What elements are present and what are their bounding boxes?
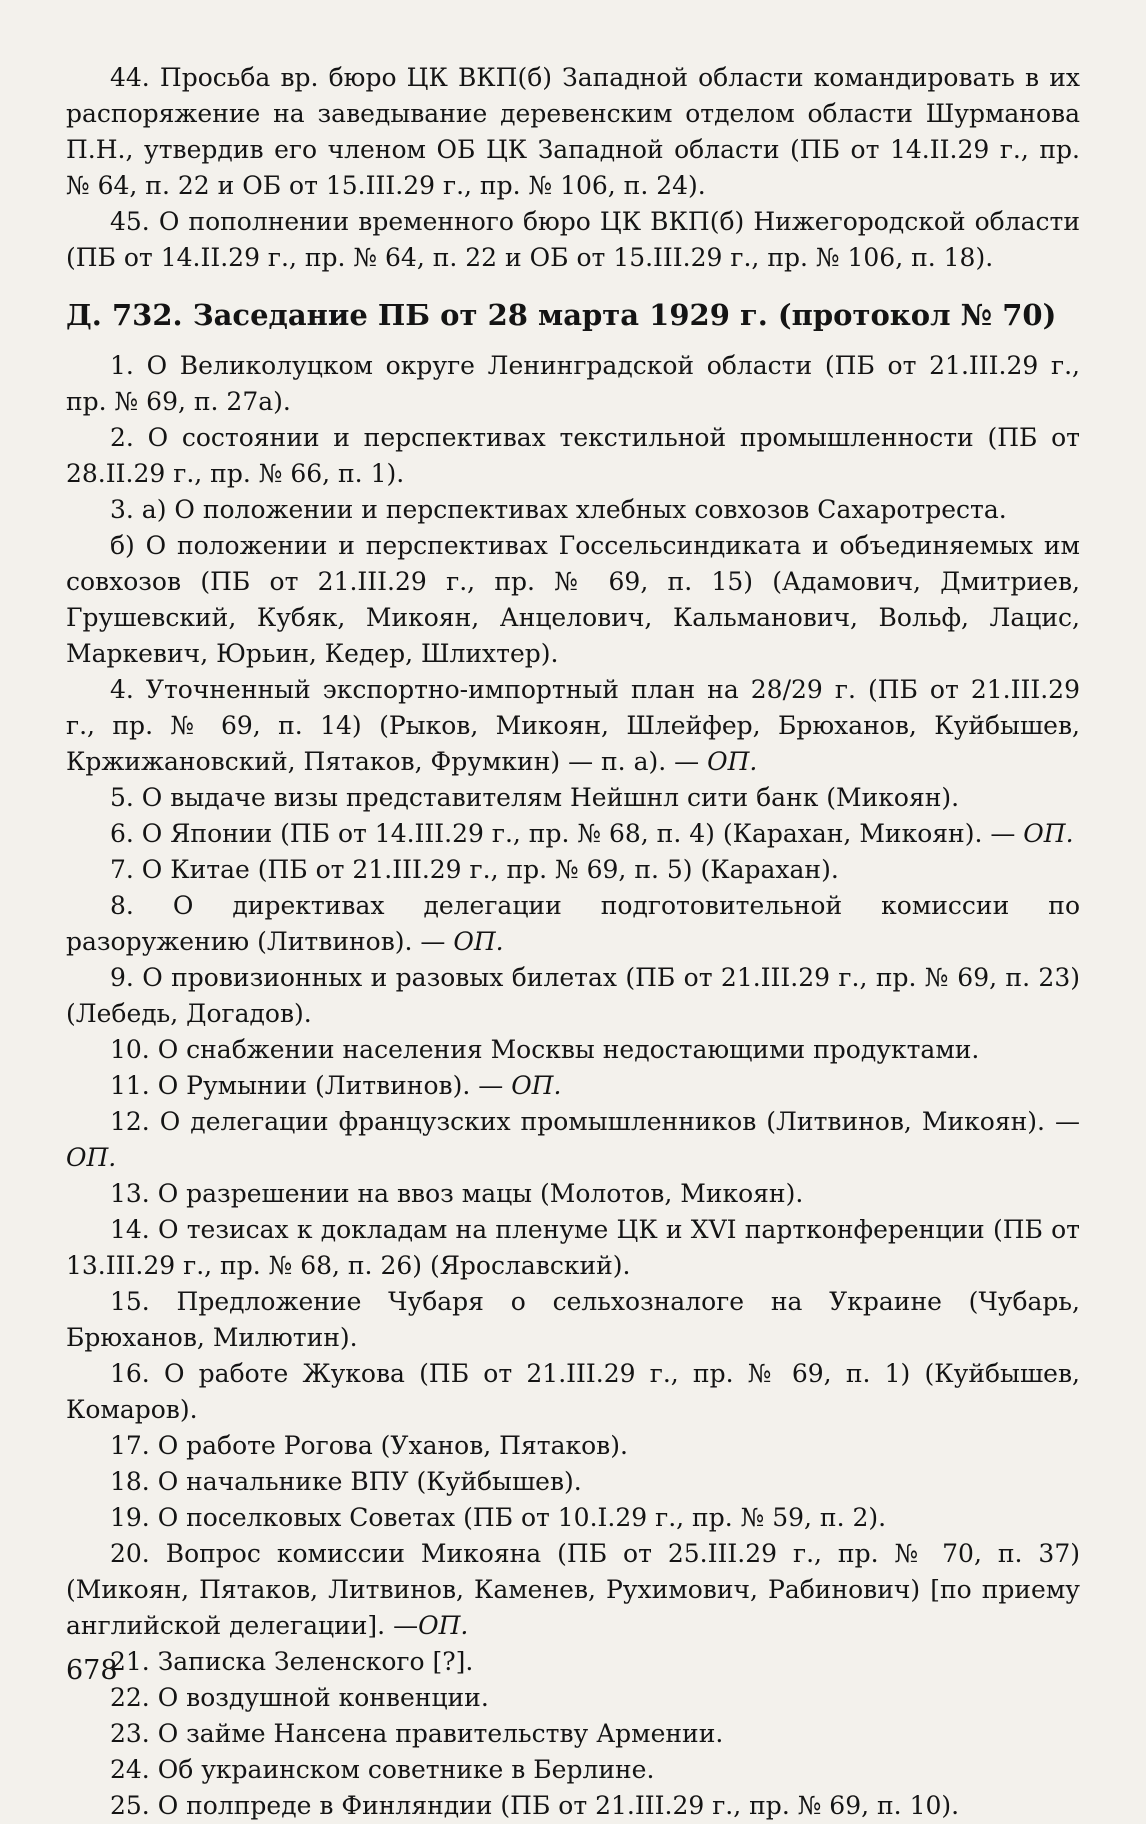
list-item (66, 204, 1080, 276)
item-text: 24. Об украинском советнике в Берлине. (110, 1755, 655, 1784)
item-text: 2. О состоянии и перспективах текстильной промышленности (ПБ от 28.II.29 г., пр. № 66, п. 1). (66, 423, 1080, 488)
protocol-items-list (66, 348, 1080, 1824)
list-item (66, 780, 1080, 816)
list-item (66, 1428, 1080, 1464)
item-text: 45. О пополнении временного бюро ЦК ВКП(б) Нижегородской области (ПБ от 14.II.29 г., пр. № 64, п. 22 и ОБ от 15.III.29 г., пр. № 106, п. 18). (66, 207, 1080, 272)
item-text: 25. О полпреде в Финляндии (ПБ от 21.III.29 г., пр. № 69, п. 10). (110, 1791, 960, 1820)
item-text: 12. О делегации французских промышленников (Литвинов, Микоян). — (110, 1107, 1080, 1136)
item-text: 17. О работе Рогова (Уханов, Пятаков). (110, 1431, 628, 1460)
list-item (66, 1680, 1080, 1716)
item-text: б) О положении и перспективах Госсельсиндиката и объединяемых им совхозов (ПБ от 21.III.29 г., пр. № 69, п. 15) (Адамович, Дмитриев, Грушевский, Кубяк, Микоян, Анцелович, Кальманович, Вольф, Лацис, Маркевич, Юрьин, Кедер, Шлихтер). (66, 531, 1080, 668)
list-item (66, 1284, 1080, 1356)
pre-items-list (66, 60, 1080, 276)
list-item (66, 672, 1080, 780)
page-number: 678 (66, 1655, 118, 1686)
list-item (66, 1104, 1080, 1176)
item-text: 6. О Японии (ПБ от 14.III.29 г., пр. № 68, п. 4) (Карахан, Микоян). — (110, 819, 1024, 848)
list-item (66, 1536, 1080, 1644)
list-item (66, 1752, 1080, 1788)
item-text: 1. О Великолуцком округе Ленинградской области (ПБ от 21.III.29 г., пр. № 69, п. 27а). (66, 351, 1080, 416)
list-item (66, 528, 1080, 672)
item-note: ОП. (511, 1071, 562, 1100)
list-item (66, 888, 1080, 960)
list-item (66, 1176, 1080, 1212)
document-title: Д. 732. Заседание ПБ от 28 марта 1929 г. (протокол № 70) (66, 298, 1057, 332)
item-text: 44. Просьба вр. бюро ЦК ВКП(б) Западной области командировать в их распоряжение на заведывание деревенским отделом области Шурманова П.Н., утвердив его членом ОБ ЦК Западной области (ПБ от 14.II.29 г., пр. № 64, п. 22 и ОБ от 15.III.29 г., пр. № 106, п. 24). (66, 63, 1080, 200)
item-text: 14. О тезисах к докладам на пленуме ЦК и XVI партконференции (ПБ от 13.III.29 г., пр. № 68, п. 26) (Ярославский). (66, 1215, 1080, 1280)
list-item (66, 1500, 1080, 1536)
list-item (66, 348, 1080, 420)
list-item (66, 1212, 1080, 1284)
list-item (66, 492, 1080, 528)
list-item (66, 960, 1080, 1032)
item-text: 15. Предложение Чубаря о сельхозналоге на Украине (Чубарь, Брюханов, Милютин). (66, 1287, 1080, 1352)
item-text: 23. О займе Нансена правительству Армении. (110, 1719, 724, 1748)
list-item (66, 1716, 1080, 1752)
item-text: 5. О выдаче визы представителям Нейшнл сити банк (Микоян). (110, 783, 960, 812)
list-item (66, 60, 1080, 204)
list-item (66, 1788, 1080, 1824)
item-text: 18. О начальнике ВПУ (Куйбышев). (110, 1467, 582, 1496)
item-text: 9. О провизионных и разовых билетах (ПБ от 21.III.29 г., пр. № 69, п. 23) (Лебедь, Догадов). (66, 963, 1080, 1028)
item-text: 16. О работе Жукова (ПБ от 21.III.29 г., пр. № 69, п. 1) (Куйбышев, Комаров). (66, 1359, 1080, 1424)
list-item (66, 1464, 1080, 1500)
item-text: 11. О Румынии (Литвинов). — (110, 1071, 512, 1100)
item-text: 20. Вопрос комиссии Микояна (ПБ от 25.III.29 г., пр. № 70, п. 37) (Микоян, Пятаков, Литвинов, Каменев, Рухимович, Рабинович) [по приему английской делегации]. — (66, 1539, 1080, 1640)
item-text: 8. О директивах делегации подготовительной комиссии по разоружению (Литвинов). — (66, 891, 1080, 956)
item-note: ОП. (453, 927, 504, 956)
list-item (66, 420, 1080, 492)
list-item (66, 852, 1080, 888)
list-item (66, 1356, 1080, 1428)
item-note: ОП. (418, 1611, 469, 1640)
item-text: 10. О снабжении населения Москвы недостающими продуктами. (110, 1035, 980, 1064)
item-note: ОП. (66, 1143, 117, 1172)
item-text: 4. Уточненный экспортно-импортный план на 28/29 г. (ПБ от 21.III.29 г., пр. № 69, п. 14) (Рыков, Микоян, Шлейфер, Брюханов, Куйбышев, Кржижановский, Пятаков, Фрумкин) — п. а). — (66, 675, 1080, 776)
list-item (66, 1644, 1080, 1680)
item-text: 3. а) О положении и перспективах хлебных совхозов Сахаротреста. (110, 495, 1007, 524)
list-item (66, 1068, 1080, 1104)
list-item (66, 1032, 1080, 1068)
item-text: 19. О поселковых Советах (ПБ от 10.I.29 г., пр. № 59, п. 2). (110, 1503, 887, 1532)
item-note: ОП. (1023, 819, 1074, 848)
item-note: ОП. (707, 747, 758, 776)
list-item (66, 816, 1080, 852)
item-text: 21. Записка Зеленского [?]. (110, 1647, 474, 1676)
item-text: 13. О разрешении на ввоз мацы (Молотов, Микоян). (110, 1179, 804, 1208)
item-text: 22. О воздушной конвенции. (110, 1683, 489, 1712)
item-text: 7. О Китае (ПБ от 21.III.29 г., пр. № 69, п. 5) (Карахан). (110, 855, 839, 884)
